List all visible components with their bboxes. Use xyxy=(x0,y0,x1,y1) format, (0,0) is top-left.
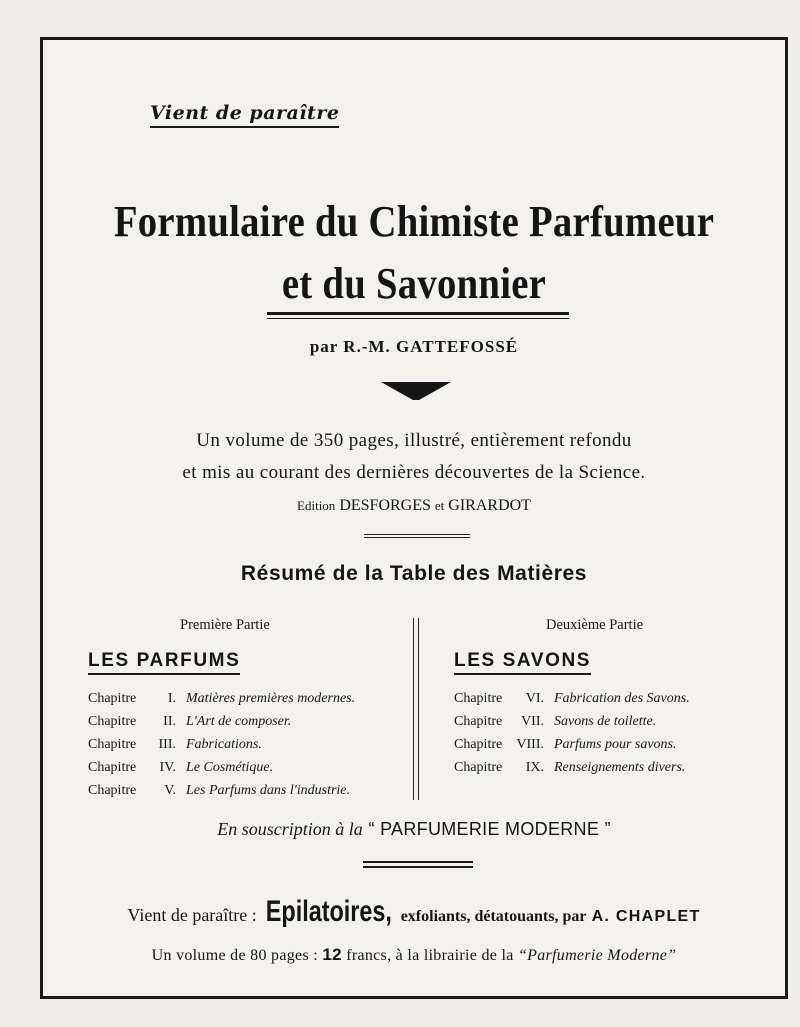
publisher-2: GIRARDOT xyxy=(448,497,531,514)
section-heading-parfums: LES PARFUMS xyxy=(88,650,240,675)
list-item xyxy=(454,687,690,710)
list-item xyxy=(454,756,690,779)
separator-bottom xyxy=(364,537,470,538)
description-line1: Un volume de 350 pages, illustré, entièrement refondu xyxy=(196,430,632,451)
bottom-rule-2 xyxy=(363,866,473,868)
details-start: Un volume de 80 pages : xyxy=(151,947,319,964)
chapter-number: II. xyxy=(163,714,176,729)
book-title-line1: Formulaire du Chimiste Parfumeur xyxy=(113,197,715,246)
description-line2: et mis au courant des dernières découvertes de la Science. xyxy=(182,462,646,483)
details-mid: francs, à la librairie de la xyxy=(346,947,514,964)
title-rule-thin xyxy=(267,318,569,319)
column-divider xyxy=(413,618,419,800)
chapter-number: IV. xyxy=(159,760,176,775)
downward-triangle-icon xyxy=(381,380,451,402)
list-item xyxy=(88,687,355,710)
chapter-prefix: Chapitre xyxy=(88,737,137,752)
chapter-title: Fabrication des Savons. xyxy=(554,691,690,706)
chapter-prefix: Chapitre xyxy=(454,714,503,729)
chapter-list-parfums xyxy=(88,687,355,802)
chapter-prefix: Chapitre xyxy=(88,783,137,798)
chapter-title: Les Parfums dans l'industrie. xyxy=(186,783,351,798)
chapter-number: VII. xyxy=(521,714,544,729)
advertisement-frame xyxy=(40,37,788,999)
second-book-details xyxy=(43,945,785,965)
price-number: 12 xyxy=(322,945,342,964)
list-item xyxy=(88,779,355,802)
chapter-title: Fabrications. xyxy=(186,737,262,752)
list-item xyxy=(88,733,355,756)
second-book-subtitle: exfoliants, détatouants, par xyxy=(400,908,587,925)
details-journal: “Parfumerie Moderne” xyxy=(517,947,677,964)
chapter-prefix: Chapitre xyxy=(454,760,503,775)
list-item xyxy=(88,710,355,733)
part1-label: Première Partie xyxy=(180,617,270,633)
second-book-author: A. CHAPLET xyxy=(591,908,701,925)
chapter-title: L'Art de composer. xyxy=(186,714,292,729)
second-book-prefix: Vient de paraître : xyxy=(127,905,257,925)
title-rule-thick xyxy=(267,312,569,315)
author-line: par R.-M. GATTEFOSSÉ xyxy=(309,337,519,356)
chapter-list-savons xyxy=(454,687,690,779)
publisher-1: DESFORGES xyxy=(339,497,431,514)
chapter-title: Renseignements divers. xyxy=(554,760,686,775)
second-book-title: Epilatoires, xyxy=(265,895,392,928)
separator-top xyxy=(364,534,470,535)
chapter-title: Savons de toilette. xyxy=(554,714,657,729)
chapter-title: Le Cosmétique. xyxy=(186,760,274,775)
chapter-title: Matières premières modernes. xyxy=(186,691,356,706)
subscription-text: En souscription à la xyxy=(217,819,363,839)
list-item xyxy=(454,710,690,733)
chapter-prefix: Chapitre xyxy=(454,691,503,706)
second-book-line xyxy=(43,895,785,929)
chapter-number: VIII. xyxy=(516,737,544,752)
chapter-prefix: Chapitre xyxy=(88,760,137,775)
part2-label: Deuxième Partie xyxy=(546,617,644,633)
chapter-prefix: Chapitre xyxy=(88,714,137,729)
chapter-prefix: Chapitre xyxy=(88,691,137,706)
edition-prefix: Edition xyxy=(297,498,336,513)
edition-and: et xyxy=(434,498,445,513)
toc-title: Résumé de la Table des Matières xyxy=(240,562,588,585)
subscription-line xyxy=(43,819,785,840)
chapter-number: VI. xyxy=(525,691,544,706)
list-item xyxy=(88,756,355,779)
chapter-number: III. xyxy=(158,737,176,752)
edition-line xyxy=(43,497,785,515)
list-item xyxy=(454,733,690,756)
bottom-rule-1 xyxy=(363,861,473,863)
chapter-number: IX. xyxy=(525,760,544,775)
chapter-number: I. xyxy=(167,691,176,706)
book-title-line2: et du Savonnier xyxy=(281,259,547,308)
chapter-number: V. xyxy=(164,783,176,798)
kicker-label: Vient de paraître xyxy=(150,102,339,128)
journal-name: “ PARFUMERIE MODERNE ” xyxy=(368,819,611,839)
chapter-title: Parfums pour savons. xyxy=(554,737,677,752)
chapter-prefix: Chapitre xyxy=(454,737,503,752)
section-heading-savons: LES SAVONS xyxy=(454,650,591,675)
